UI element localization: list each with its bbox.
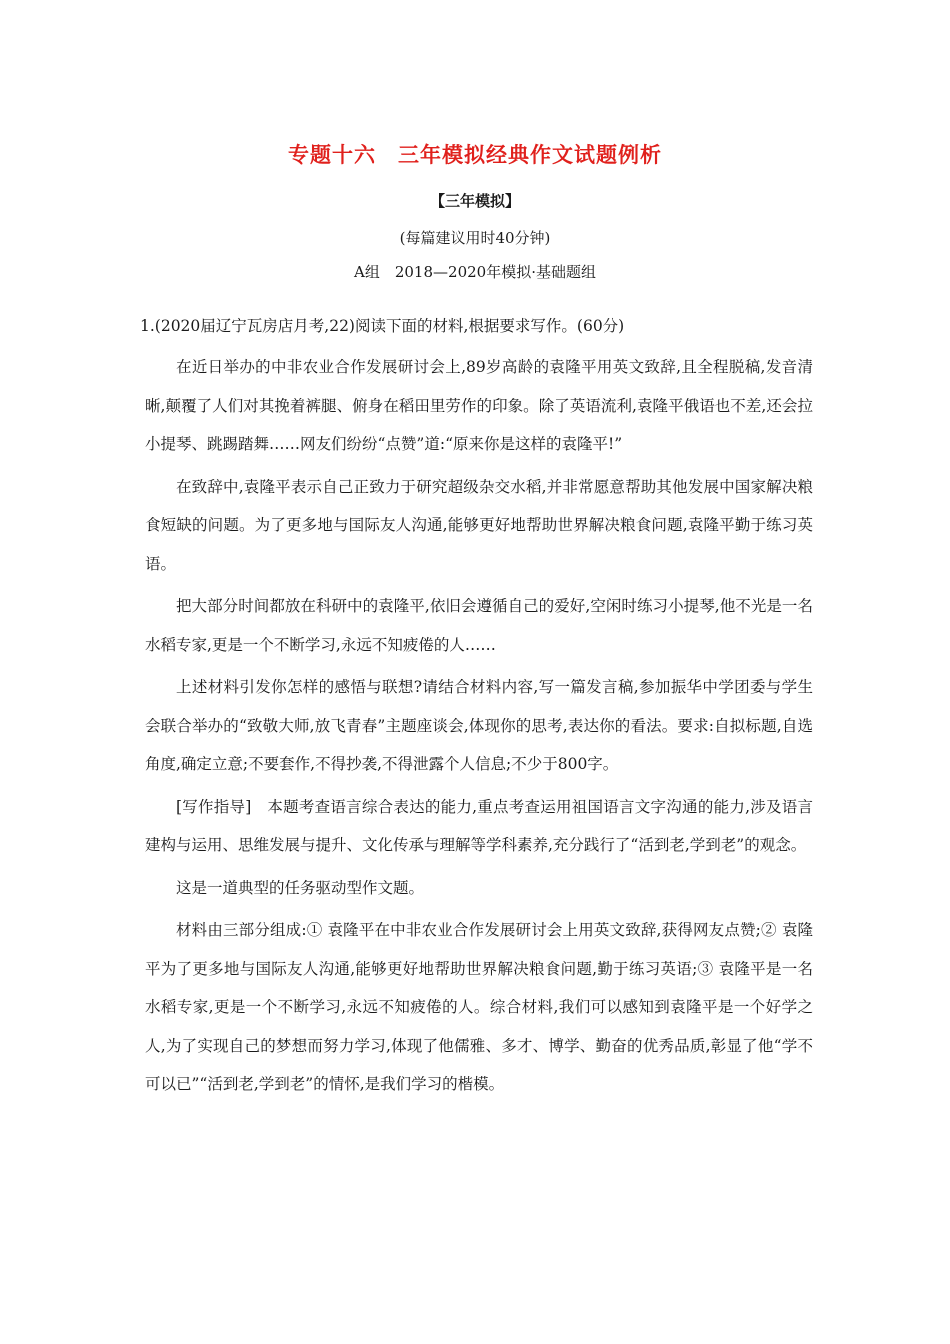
document-body [140, 310, 813, 1104]
material-paragraph-1: 在近日举办的中非农业合作发展研讨会上,89岁高龄的袁隆平用英文致辞,且全程脱稿,发音清晰,颠覆了人们对其挽着裤腿、俯身在稻田里劳作的印象。除了英语流利,袁隆平俄语也不差,还会拉小提琴、跳踢踏舞……网友们纷纷“点赞”道:“原来你是这样的袁隆平!” [145, 358, 813, 453]
analysis-paragraph: 材料由三部分组成:① 袁隆平在中非农业合作发展研讨会上用英文致辞,获得网友点赞;② 袁隆平为了更多地与国际友人沟通,能够更好地帮助世界解决粮食问题,勤于练习英语;③ 袁隆平是一名水稻专家,更是一个不断学习,永远不知疲倦的人。综合材料,我们可以感知到袁隆平是一个好学之人,为了实现自己的梦想而努力学习,体现了他儒雅、多才、博学、勤奋的优秀品质,彰显了他“学不可以已”“活到老,学到老”的情怀,是我们学习的楷模。 [145, 921, 813, 1093]
question-line: 1.(2020届辽宁瓦房店月考,22)阅读下面的材料,根据要求写作。(60分) [140, 317, 625, 335]
material-paragraph-2: 在致辞中,袁隆平表示自己正致力于研究超级杂交水稻,并非常愿意帮助其他发展中国家解决粮食短缺的问题。为了更多地与国际友人沟通,能够更好地帮助世界解决粮食问题,袁隆平勤于练习英语。 [145, 477, 813, 573]
section-label: 【三年模拟】 [429, 192, 520, 210]
material-paragraph-3: 把大部分时间都放在科研中的袁隆平,依旧会遵循自己的爱好,空闲时练习小提琴,他不光是一名水稻专家,更是一个不断学习,永远不知疲倦的人…… [145, 597, 813, 654]
time-note: (每篇建议用时40分钟) [399, 229, 551, 247]
task-type-paragraph: 这是一道典型的任务驱动型作文题。 [176, 878, 425, 897]
group-label: A组 2018—2020年模拟·基础题组 [354, 263, 596, 281]
writing-guide-paragraph: [写作指导] 本题考查语言综合表达的能力,重点考查运用祖国语言文字沟通的能力,涉及语言建构与运用、思维发展与提升、文化传承与理解等学科素养,充分践行了“活到老,学到老”的观念。 [145, 797, 813, 854]
page-title: 专题十六 三年模拟经典作文试题例析 [288, 143, 662, 167]
task-paragraph: 上述材料引发你怎样的感悟与联想?请结合材料内容,写一篇发言稿,参加振华中学团委与学生会联合举办的“致敬大师,放飞青春”主题座谈会,体现你的思考,表达你的看法。要求:自拟标题,自选角度,确定立意;不要套作,不得抄袭,不得泄露个人信息;不少于800字。 [145, 678, 813, 773]
